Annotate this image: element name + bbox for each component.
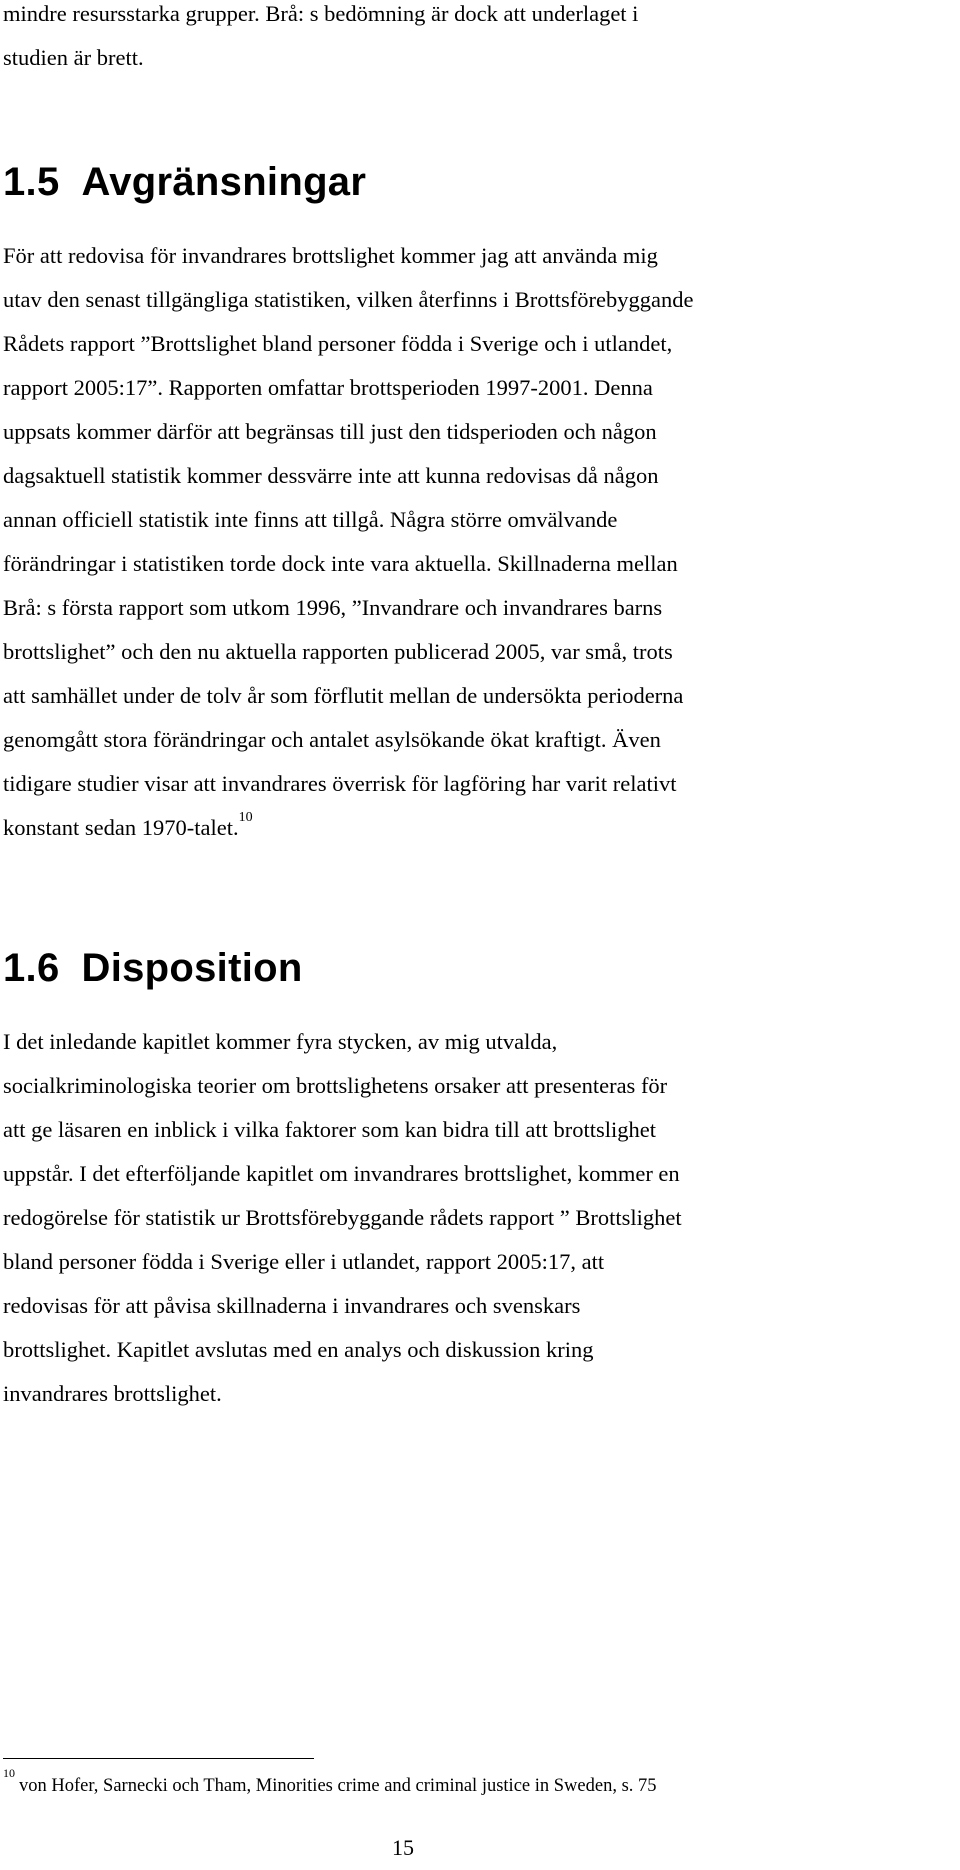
footnote-number: 10 bbox=[3, 1765, 15, 1780]
text-line: dagsaktuell statistik kommer dessvärre inte att kunna redovisas då någon bbox=[3, 463, 659, 488]
text-line: mindre resursstarka grupper. Brå: s bedömning är dock att underlaget i bbox=[3, 1, 639, 26]
footnote bbox=[3, 1765, 657, 1798]
text-line: studien är brett. bbox=[3, 45, 144, 70]
text-line: redovisas för att påvisa skillnaderna i invandrares och svenskars bbox=[3, 1293, 581, 1318]
text-line: uppsats kommer därför att begränsas till just den tidsperioden och någon bbox=[3, 419, 657, 444]
intro-paragraph bbox=[3, 0, 638, 80]
text-line: socialkriminologiska teorier om brottslighetens orsaker att presenteras för bbox=[3, 1073, 668, 1098]
text-line: att ge läsaren en inblick i vilka faktorer som kan bidra till att brottslighet bbox=[3, 1117, 656, 1142]
page-number: 15 bbox=[392, 1835, 414, 1860]
footnote-reference[interactable]: 10 bbox=[238, 809, 253, 825]
avgransningar-paragraph bbox=[3, 234, 693, 850]
section-number: 1.5 bbox=[3, 160, 60, 204]
section-title: Disposition bbox=[81, 946, 303, 990]
text-line: redogörelse för statistik ur Brottsförebyggande rådets rapport ” Brottslighet bbox=[3, 1205, 682, 1230]
text-line: utav den senast tillgängliga statistiken, vilken återfinns i Brottsförebyggande bbox=[3, 287, 694, 312]
footnote-divider bbox=[3, 1758, 314, 1759]
disposition-paragraph bbox=[3, 1020, 682, 1416]
text-line: invandrares brottslighet. bbox=[3, 1381, 222, 1406]
section-number: 1.6 bbox=[3, 946, 60, 990]
text-line: bland personer födda i Sverige eller i utlandet, rapport 2005:17, att bbox=[3, 1249, 605, 1274]
text-line: I det inledande kapitlet kommer fyra stycken, av mig utvalda, bbox=[3, 1029, 558, 1054]
text-line: brottslighet. Kapitlet avslutas med en analys och diskussion kring bbox=[3, 1337, 594, 1362]
section-heading-disposition bbox=[3, 944, 303, 992]
text-line: annan officiell statistik inte finns att tillgå. Några större omvälvande bbox=[3, 507, 618, 532]
text-line: För att redovisa för invandrares brottslighet kommer jag att använda mig bbox=[3, 243, 658, 268]
text-line: att samhället under de tolv år som förflutit mellan de undersökta perioderna bbox=[3, 683, 684, 708]
text-line: Brå: s första rapport som utkom 1996, ”Invandrare och invandrares barns bbox=[3, 595, 663, 620]
text-line: förändringar i statistiken torde dock inte vara aktuella. Skillnaderna mellan bbox=[3, 551, 678, 576]
section-title: Avgränsningar bbox=[81, 160, 367, 204]
text-line: konstant sedan 1970-talet. bbox=[3, 815, 239, 840]
text-line: tidigare studier visar att invandrares överrisk för lagföring har varit relativt bbox=[3, 771, 677, 796]
text-line: Rådets rapport ”Brottslighet bland personer födda i Sverige och i utlandet, bbox=[3, 331, 673, 356]
section-heading-avgransningar bbox=[3, 158, 366, 206]
text-line: uppstår. I det efterföljande kapitlet om invandrares brottslighet, kommer en bbox=[3, 1161, 680, 1186]
footnote-text: von Hofer, Sarnecki och Tham, Minorities crime and criminal justice in Sweden, s. 75 bbox=[19, 1776, 657, 1796]
text-line: brottslighet” och den nu aktuella rapporten publicerad 2005, var små, trots bbox=[3, 639, 673, 664]
text-line: rapport 2005:17”. Rapporten omfattar brottsperioden 1997-2001. Denna bbox=[3, 375, 653, 400]
text-line: genomgått stora förändringar och antalet asylsökande ökat kraftigt. Även bbox=[3, 727, 661, 752]
